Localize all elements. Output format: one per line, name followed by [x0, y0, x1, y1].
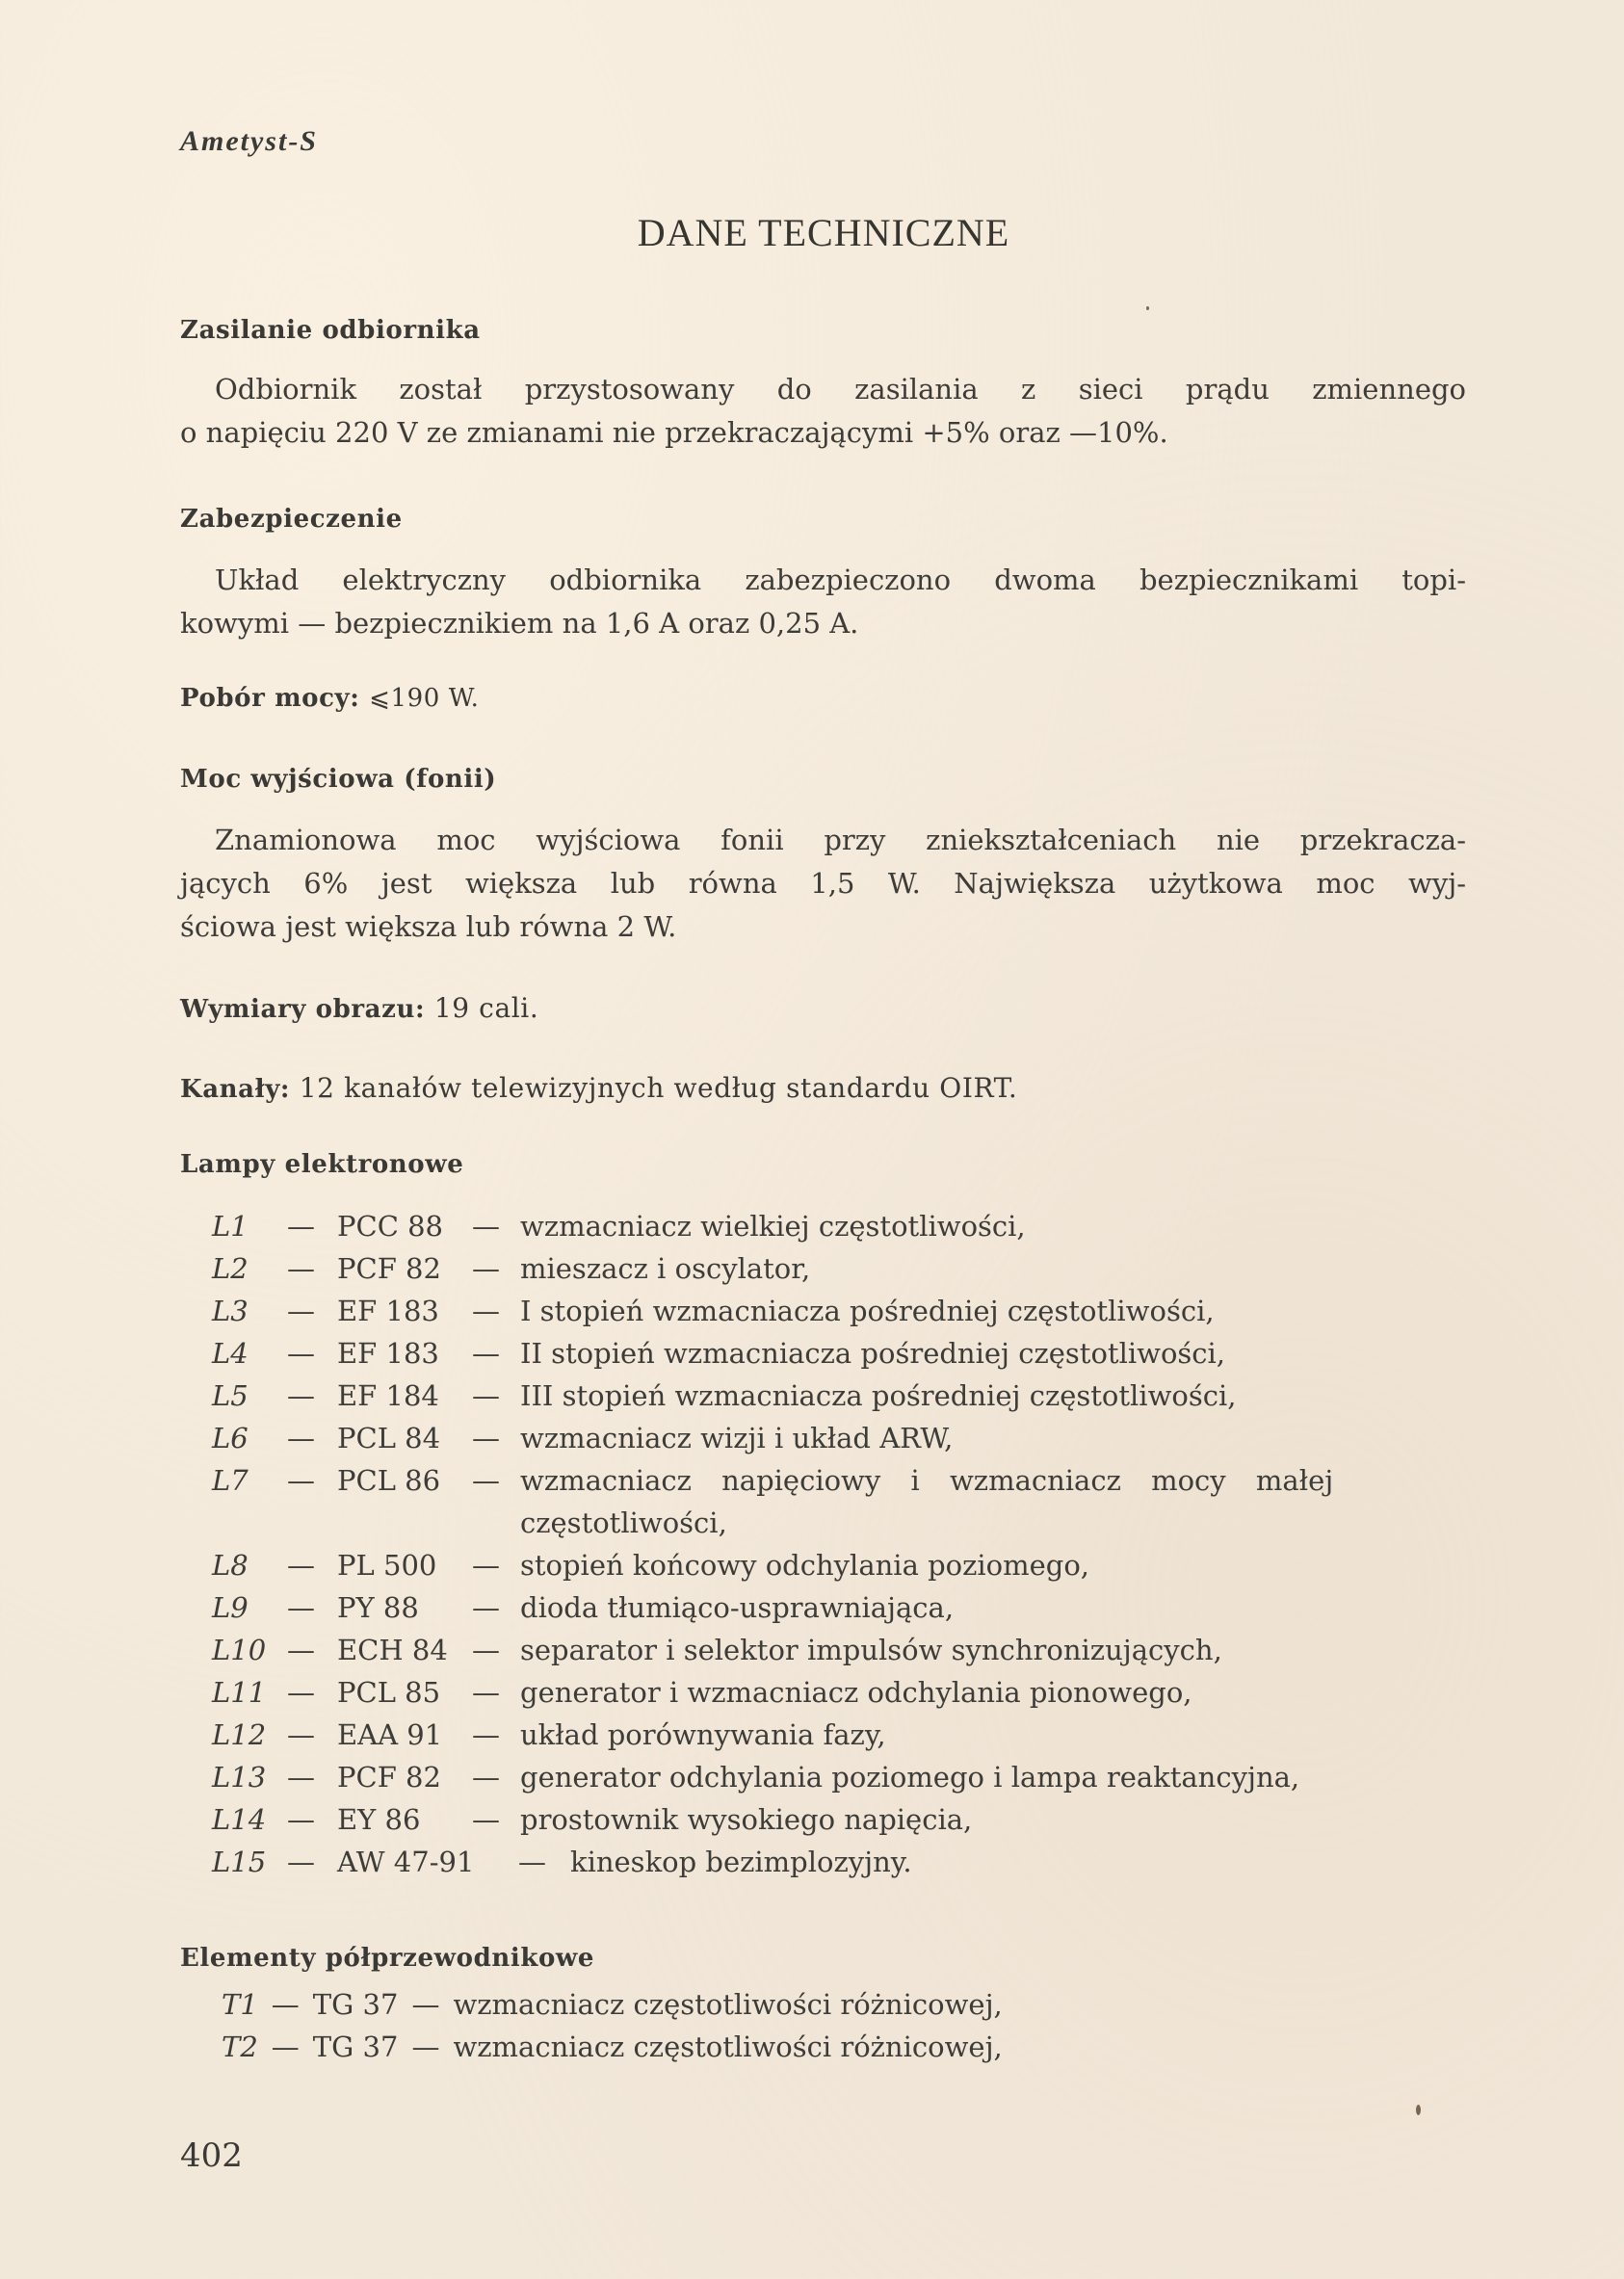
semiconductor-model: TG 37 — [312, 2030, 399, 2063]
paragraph-line: Znamionowa moc wyjściowa fonii przy zniekształceniach nie przekracza- — [215, 824, 1466, 856]
section-heading-polprzewodniki: Elementy półprzewodnikowe — [180, 1944, 595, 1973]
dash: — — [472, 1252, 500, 1285]
tube-description: układ porównywania fazy, — [520, 1718, 886, 1751]
paragraph-line: Odbiornik został przystosowany do zasilania z sieci prądu zmiennego — [215, 373, 1466, 406]
spec-value: 12 kanałów telewizyjnych według standardu OIRT. — [299, 1072, 1018, 1104]
tube-model: PL 500 — [337, 1549, 437, 1582]
tube-model: PCL 85 — [337, 1676, 441, 1709]
tube-description: mieszacz i oscylator, — [520, 1252, 811, 1285]
tube-label: L3 — [212, 1295, 249, 1327]
dash: — — [287, 1549, 315, 1582]
dash: — — [287, 1634, 315, 1666]
paragraph-line: Układ elektryczny odbiornika zabezpieczono dwoma bezpiecznikami topi- — [215, 563, 1466, 596]
tube-description: III stopień wzmacniacza pośredniej częstotliwości, — [520, 1379, 1237, 1412]
dash: — — [287, 1591, 315, 1624]
paragraph-line: kowymi — bezpiecznikiem na 1,6 A oraz 0,25 A. — [180, 607, 859, 640]
dash: — — [271, 2030, 300, 2063]
tube-description: generator odchylania poziomego i lampa reaktancyjna, — [520, 1761, 1300, 1794]
tube-model: PCC 88 — [337, 1210, 444, 1243]
tube-model: PCL 86 — [337, 1464, 441, 1497]
paragraph-zasilanie — [180, 368, 1466, 455]
spec-value: ⩽190 W. — [369, 684, 480, 713]
spec-screen-size — [180, 992, 538, 1024]
paragraph-zabezpieczenie — [180, 559, 1466, 645]
spec-channels — [180, 1072, 1017, 1104]
tube-label: L7 — [212, 1464, 249, 1497]
dash: — — [472, 1676, 500, 1709]
page-title: DANE TECHNICZNE — [637, 211, 1010, 254]
semiconductor-model: TG 37 — [312, 1988, 399, 2021]
paragraph-line: jących 6% jest większa lub równa 1,5 W. Największa użytkowa moc wyj- — [180, 867, 1466, 900]
tube-model: EAA 91 — [337, 1718, 443, 1751]
paper-speck — [1146, 306, 1149, 310]
dash: — — [287, 1803, 315, 1836]
tube-description: II stopień wzmacniacza pośredniej częstotliwości, — [520, 1337, 1226, 1370]
dash: — — [287, 1846, 315, 1878]
paragraph-line: ściowa jest większa lub równa 2 W. — [180, 910, 677, 943]
tube-description: dioda tłumiąco-usprawniająca, — [520, 1591, 955, 1624]
dash: — — [472, 1337, 500, 1370]
section-heading-moc: Moc wyjściowa (fonii) — [180, 765, 497, 794]
dash: — — [287, 1464, 315, 1497]
tube-model: EF 184 — [337, 1379, 439, 1412]
spec-label: Wymiary obrazu: — [180, 995, 426, 1024]
tube-description-continued: częstotliwości, — [520, 1506, 727, 1539]
dash: — — [472, 1464, 500, 1497]
semiconductor-label: T2 — [222, 2030, 258, 2063]
tube-label: L12 — [212, 1718, 267, 1751]
dash: — — [472, 1210, 500, 1243]
tube-label: L1 — [212, 1210, 249, 1243]
tube-label: L11 — [212, 1676, 267, 1709]
paragraph-moc — [180, 819, 1466, 949]
dash: — — [287, 1295, 315, 1327]
dash: — — [472, 1634, 500, 1666]
dash: — — [472, 1422, 500, 1454]
semiconductor-label: T1 — [222, 1988, 258, 2021]
dash: — — [287, 1379, 315, 1412]
dash: — — [287, 1718, 315, 1751]
tube-description: kineskop bezimplozyjny. — [570, 1846, 912, 1878]
spec-label: Pobór mocy: — [180, 684, 360, 713]
section-heading-zabezpieczenie: Zabezpieczenie — [180, 505, 403, 534]
tube-description: stopień końcowy odchylania poziomego, — [520, 1549, 1090, 1582]
tube-label: L2 — [212, 1252, 249, 1285]
tube-label: L13 — [212, 1761, 267, 1794]
tube-label: L9 — [212, 1591, 249, 1624]
dash: — — [271, 1988, 300, 2021]
dash: — — [472, 1761, 500, 1794]
spec-label: Kanały: — [180, 1075, 291, 1104]
dash: — — [287, 1252, 315, 1285]
dash: — — [411, 2030, 440, 2063]
dash: — — [518, 1846, 546, 1878]
tube-model: PCF 82 — [337, 1761, 441, 1794]
tube-description: wzmacniacz wizji i układ ARW, — [520, 1422, 954, 1454]
page-number: 402 — [180, 2136, 243, 2175]
tube-label: L10 — [212, 1634, 267, 1666]
tube-label: L4 — [212, 1337, 249, 1370]
dash: — — [472, 1295, 500, 1327]
tube-label: L15 — [212, 1846, 267, 1878]
semiconductor-description: wzmacniacz częstotliwości różnicowej, — [453, 1988, 1003, 2021]
tube-label: L6 — [212, 1422, 249, 1454]
dash: — — [287, 1210, 315, 1243]
tube-model: ECH 84 — [337, 1634, 448, 1666]
dash: — — [287, 1337, 315, 1370]
semiconductor-description: wzmacniacz częstotliwości różnicowej, — [453, 2030, 1003, 2063]
paper-speck — [1416, 2105, 1421, 2115]
dash: — — [287, 1676, 315, 1709]
paragraph-line: o napięciu 220 V ze zmianami nie przekraczającymi +5% oraz —10%. — [180, 416, 1168, 449]
dash: — — [287, 1422, 315, 1454]
section-heading-lampy: Lampy elektronowe — [180, 1150, 464, 1179]
semiconductor-row-t1 — [222, 1988, 1016, 2021]
tube-model: EF 183 — [337, 1295, 439, 1327]
tube-model: AW 47-91 — [337, 1846, 475, 1878]
dash: — — [472, 1718, 500, 1751]
dash: — — [411, 1988, 440, 2021]
tube-label: L5 — [212, 1379, 249, 1412]
tube-description: separator i selektor impulsów synchronizujących, — [520, 1634, 1222, 1666]
dash: — — [287, 1761, 315, 1794]
dash: — — [472, 1379, 500, 1412]
dash: — — [472, 1549, 500, 1582]
tube-label: L8 — [212, 1549, 249, 1582]
tube-model: PY 88 — [337, 1591, 419, 1624]
tube-description: generator i wzmacniacz odchylania pionowego, — [520, 1676, 1192, 1709]
tube-model: PCL 84 — [337, 1422, 441, 1454]
semiconductor-row-t2 — [222, 2030, 1016, 2063]
tube-label: L14 — [212, 1803, 267, 1836]
tube-model: EF 183 — [337, 1337, 439, 1370]
running-head: Ametyst-S — [180, 125, 318, 157]
tube-description: wzmacniacz wielkiej częstotliwości, — [520, 1210, 1026, 1243]
spec-power-consumption — [180, 684, 479, 713]
tube-description: prostownik wysokiego napięcia, — [520, 1803, 973, 1836]
tube-model: PCF 82 — [337, 1252, 441, 1285]
dash: — — [472, 1591, 500, 1624]
tube-description: wzmacniacz napięciowy i wzmacniacz mocy małej — [520, 1464, 1334, 1497]
spec-value: 19 cali. — [433, 992, 539, 1024]
dash: — — [472, 1803, 500, 1836]
section-heading-zasilanie: Zasilanie odbiornika — [180, 316, 481, 345]
tube-description: I stopień wzmacniacza pośredniej częstotliwości, — [520, 1295, 1215, 1327]
tube-model: EY 86 — [337, 1803, 421, 1836]
